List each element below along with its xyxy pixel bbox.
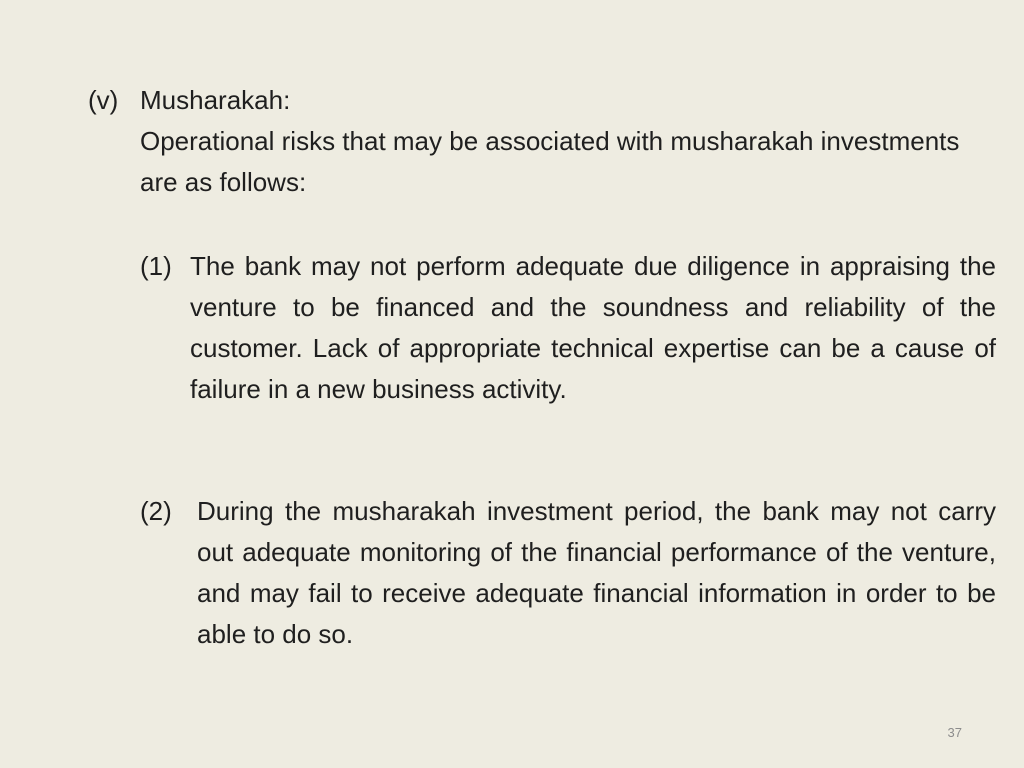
risk-item-1	[140, 246, 996, 410]
risk-item-text: The bank may not perform adequate due diligence in appraising the venture to be financed and the soundness and reliability of the customer. Lack of appropriate technical expertise can be a cause of failure in a new business activity.	[190, 251, 996, 404]
section-musharakah	[88, 80, 960, 203]
page-number: 37	[947, 725, 962, 740]
section-heading	[88, 80, 948, 121]
risk-item-number: (2)	[140, 496, 172, 526]
risk-item-number: (1)	[140, 251, 172, 281]
section-intro: Operational risks that may be associated with musharakah investments are as follows:	[140, 126, 960, 197]
section-title: Musharakah:	[140, 85, 291, 115]
section-marker: (v)	[88, 85, 119, 115]
risk-item-2	[140, 491, 996, 655]
risk-item-text: During the musharakah investment period, the bank may not carry out adequate monitoring of the financial performance of the venture, and may fail to receive adequate financial information in order to be able to do so.	[197, 496, 996, 649]
